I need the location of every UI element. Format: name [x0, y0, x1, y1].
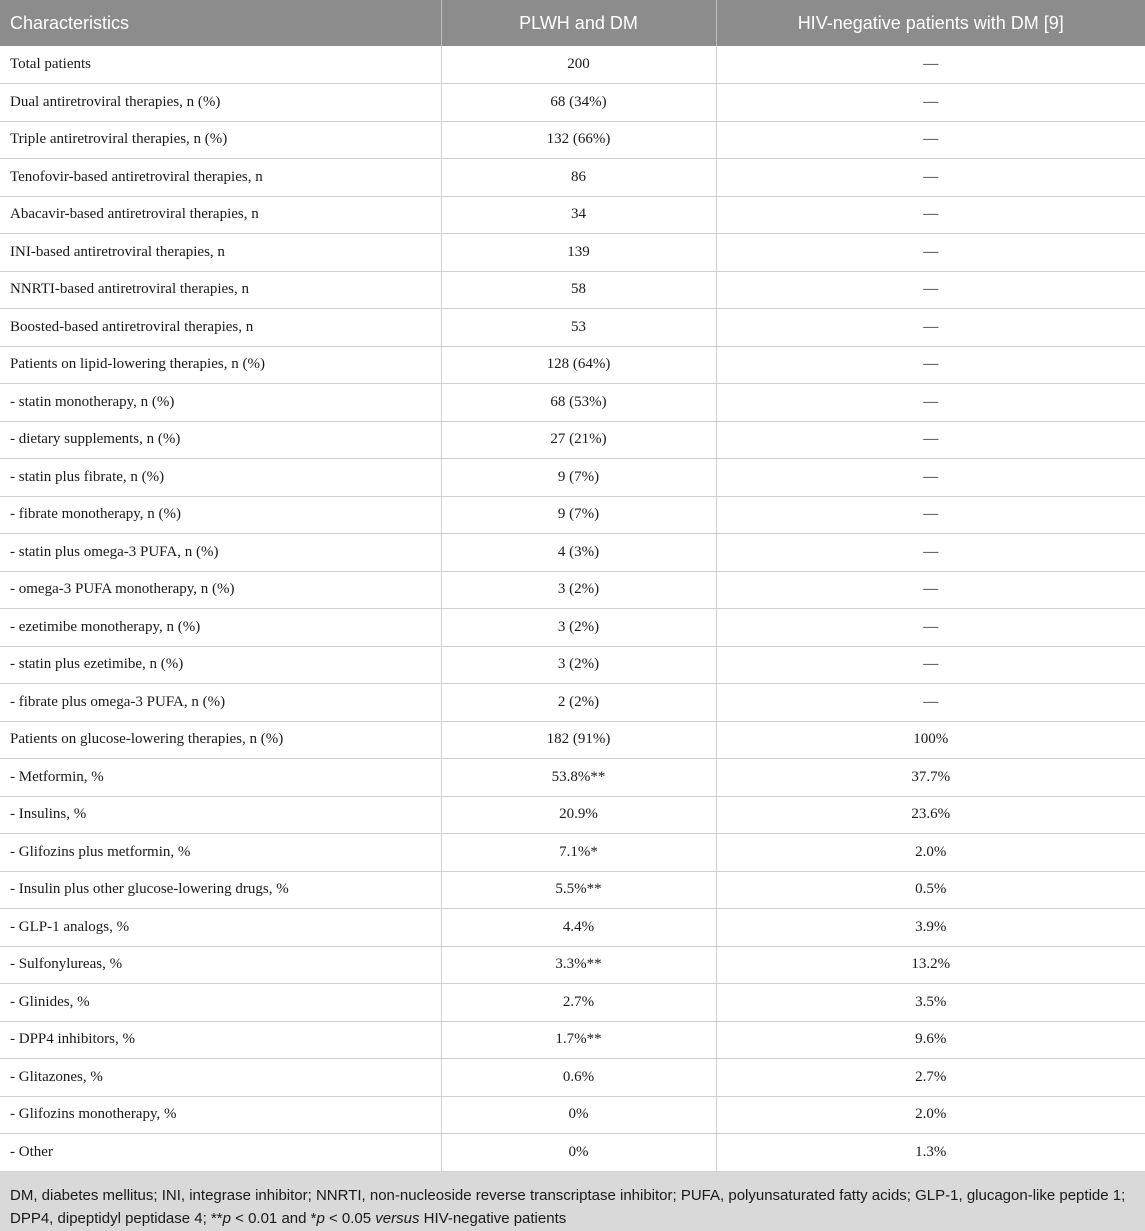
row-plwh-value: 86 [441, 159, 716, 197]
row-hiv-negative-value: — [716, 459, 1145, 497]
table-row [0, 271, 1145, 309]
table-row [0, 571, 1145, 609]
footnote-text-2: < 0.01 and * [230, 1209, 317, 1227]
row-characteristic: - Glitazones, % [0, 1059, 441, 1097]
table-row [0, 159, 1145, 197]
table-row [0, 196, 1145, 234]
row-hiv-negative-value: — [716, 234, 1145, 272]
row-plwh-value: 68 (34%) [441, 84, 716, 122]
row-plwh-value: 5.5%** [441, 871, 716, 909]
row-hiv-negative-value: — [716, 421, 1145, 459]
footnote-text-3: < 0.05 [324, 1209, 376, 1227]
footnote-text-4: HIV-negative patients [419, 1209, 567, 1227]
row-hiv-negative-value: 3.9% [716, 909, 1145, 947]
row-plwh-value: 3 (2%) [441, 609, 716, 647]
row-hiv-negative-value: 2.0% [716, 1096, 1145, 1134]
row-characteristic: - Insulin plus other glucose-lowering drugs, % [0, 871, 441, 909]
row-hiv-negative-value: 0.5% [716, 871, 1145, 909]
row-hiv-negative-value: — [716, 684, 1145, 722]
row-plwh-value: 34 [441, 196, 716, 234]
row-hiv-negative-value: 13.2% [716, 946, 1145, 984]
table-row [0, 496, 1145, 534]
row-plwh-value: 200 [441, 46, 716, 84]
row-plwh-value: 53 [441, 309, 716, 347]
row-plwh-value: 139 [441, 234, 716, 272]
table-row [0, 721, 1145, 759]
table-header-row [0, 0, 1145, 46]
footnote-p-italic-2: p [316, 1209, 325, 1227]
table-row [0, 46, 1145, 84]
row-characteristic: Dual antiretroviral therapies, n (%) [0, 84, 441, 122]
row-characteristic: - fibrate monotherapy, n (%) [0, 496, 441, 534]
table-row [0, 421, 1145, 459]
table-row [0, 384, 1145, 422]
table-row [0, 684, 1145, 722]
table-row [0, 1021, 1145, 1059]
table-row [0, 759, 1145, 797]
row-characteristic: Tenofovir-based antiretroviral therapies, n [0, 159, 441, 197]
row-characteristic: - Glifozins plus metformin, % [0, 834, 441, 872]
table-row [0, 796, 1145, 834]
row-characteristic: - omega-3 PUFA monotherapy, n (%) [0, 571, 441, 609]
row-hiv-negative-value: — [716, 646, 1145, 684]
row-hiv-negative-value: 23.6% [716, 796, 1145, 834]
row-plwh-value: 3 (2%) [441, 571, 716, 609]
table-row [0, 84, 1145, 122]
row-plwh-value: 4.4% [441, 909, 716, 947]
row-characteristic: - GLP-1 analogs, % [0, 909, 441, 947]
table-body [0, 46, 1145, 1171]
row-characteristic: - statin monotherapy, n (%) [0, 384, 441, 422]
row-characteristic: NNRTI-based antiretroviral therapies, n [0, 271, 441, 309]
row-plwh-value: 128 (64%) [441, 346, 716, 384]
row-plwh-value: 7.1%* [441, 834, 716, 872]
table-row [0, 346, 1145, 384]
row-hiv-negative-value: 1.3% [716, 1134, 1145, 1172]
row-hiv-negative-value: 2.0% [716, 834, 1145, 872]
footnote-p-italic-1: p [222, 1209, 231, 1227]
footnote-text-1: DM, diabetes mellitus; INI, integrase inhibitor; NNRTI, non-nucleoside reverse transcriptase inhibitor; PUFA, polyunsaturated fatty acids; GLP-1, glucagon-like peptide 1; DPP4, dipeptidyl peptidase 4; ** [10, 1186, 1126, 1227]
row-hiv-negative-value: — [716, 609, 1145, 647]
table-row [0, 534, 1145, 572]
table-row [0, 834, 1145, 872]
table-row [0, 309, 1145, 347]
row-characteristic: - dietary supplements, n (%) [0, 421, 441, 459]
row-characteristic: - statin plus ezetimibe, n (%) [0, 646, 441, 684]
row-characteristic: - Other [0, 1134, 441, 1172]
table-footnote [0, 1172, 1145, 1231]
row-hiv-negative-value: — [716, 159, 1145, 197]
row-plwh-value: 20.9% [441, 796, 716, 834]
row-characteristic: - Glifozins monotherapy, % [0, 1096, 441, 1134]
row-plwh-value: 0% [441, 1096, 716, 1134]
row-plwh-value: 3.3%** [441, 946, 716, 984]
row-characteristic: Patients on glucose-lowering therapies, n (%) [0, 721, 441, 759]
row-characteristic: - Metformin, % [0, 759, 441, 797]
row-characteristic: Triple antiretroviral therapies, n (%) [0, 121, 441, 159]
table-row [0, 909, 1145, 947]
row-hiv-negative-value: 3.5% [716, 984, 1145, 1022]
row-plwh-value: 0% [441, 1134, 716, 1172]
row-characteristic: - ezetimibe monotherapy, n (%) [0, 609, 441, 647]
footnote-versus-italic: versus [375, 1209, 420, 1227]
row-hiv-negative-value: 100% [716, 721, 1145, 759]
row-plwh-value: 27 (21%) [441, 421, 716, 459]
table-row [0, 1134, 1145, 1172]
row-plwh-value: 3 (2%) [441, 646, 716, 684]
row-characteristic: - DPP4 inhibitors, % [0, 1021, 441, 1059]
row-plwh-value: 0.6% [441, 1059, 716, 1097]
row-characteristic: Patients on lipid-lowering therapies, n (%) [0, 346, 441, 384]
header-hiv-negative-dm: HIV-negative patients with DM [9] [716, 0, 1145, 46]
row-plwh-value: 58 [441, 271, 716, 309]
row-plwh-value: 9 (7%) [441, 459, 716, 497]
row-hiv-negative-value: — [716, 384, 1145, 422]
row-hiv-negative-value: — [716, 346, 1145, 384]
table-row [0, 984, 1145, 1022]
row-plwh-value: 68 (53%) [441, 384, 716, 422]
row-plwh-value: 1.7%** [441, 1021, 716, 1059]
row-hiv-negative-value: — [716, 534, 1145, 572]
row-hiv-negative-value: — [716, 309, 1145, 347]
row-plwh-value: 9 (7%) [441, 496, 716, 534]
table-row [0, 646, 1145, 684]
row-characteristic: - Sulfonylureas, % [0, 946, 441, 984]
table-row [0, 121, 1145, 159]
row-hiv-negative-value: — [716, 84, 1145, 122]
row-hiv-negative-value: — [716, 196, 1145, 234]
row-hiv-negative-value: — [716, 121, 1145, 159]
row-hiv-negative-value: 2.7% [716, 1059, 1145, 1097]
row-characteristic: Total patients [0, 46, 441, 84]
row-plwh-value: 53.8%** [441, 759, 716, 797]
row-characteristic: - Glinides, % [0, 984, 441, 1022]
row-plwh-value: 4 (3%) [441, 534, 716, 572]
row-hiv-negative-value: — [716, 271, 1145, 309]
table-row [0, 459, 1145, 497]
header-plwh-dm: PLWH and DM [441, 0, 716, 46]
table-row [0, 871, 1145, 909]
header-characteristics: Characteristics [0, 0, 441, 46]
row-hiv-negative-value: 9.6% [716, 1021, 1145, 1059]
row-characteristic: - statin plus omega-3 PUFA, n (%) [0, 534, 441, 572]
row-plwh-value: 2.7% [441, 984, 716, 1022]
row-plwh-value: 2 (2%) [441, 684, 716, 722]
row-hiv-negative-value: — [716, 46, 1145, 84]
table-row [0, 1096, 1145, 1134]
row-characteristic: INI-based antiretroviral therapies, n [0, 234, 441, 272]
row-plwh-value: 132 (66%) [441, 121, 716, 159]
table-row [0, 234, 1145, 272]
row-hiv-negative-value: — [716, 571, 1145, 609]
row-plwh-value: 182 (91%) [441, 721, 716, 759]
table-row [0, 609, 1145, 647]
row-characteristic: - Insulins, % [0, 796, 441, 834]
row-hiv-negative-value: 37.7% [716, 759, 1145, 797]
row-characteristic: Boosted-based antiretroviral therapies, n [0, 309, 441, 347]
row-hiv-negative-value: — [716, 496, 1145, 534]
table-row [0, 1059, 1145, 1097]
row-characteristic: - fibrate plus omega-3 PUFA, n (%) [0, 684, 441, 722]
row-characteristic: Abacavir-based antiretroviral therapies, n [0, 196, 441, 234]
table-row [0, 946, 1145, 984]
row-characteristic: - statin plus fibrate, n (%) [0, 459, 441, 497]
